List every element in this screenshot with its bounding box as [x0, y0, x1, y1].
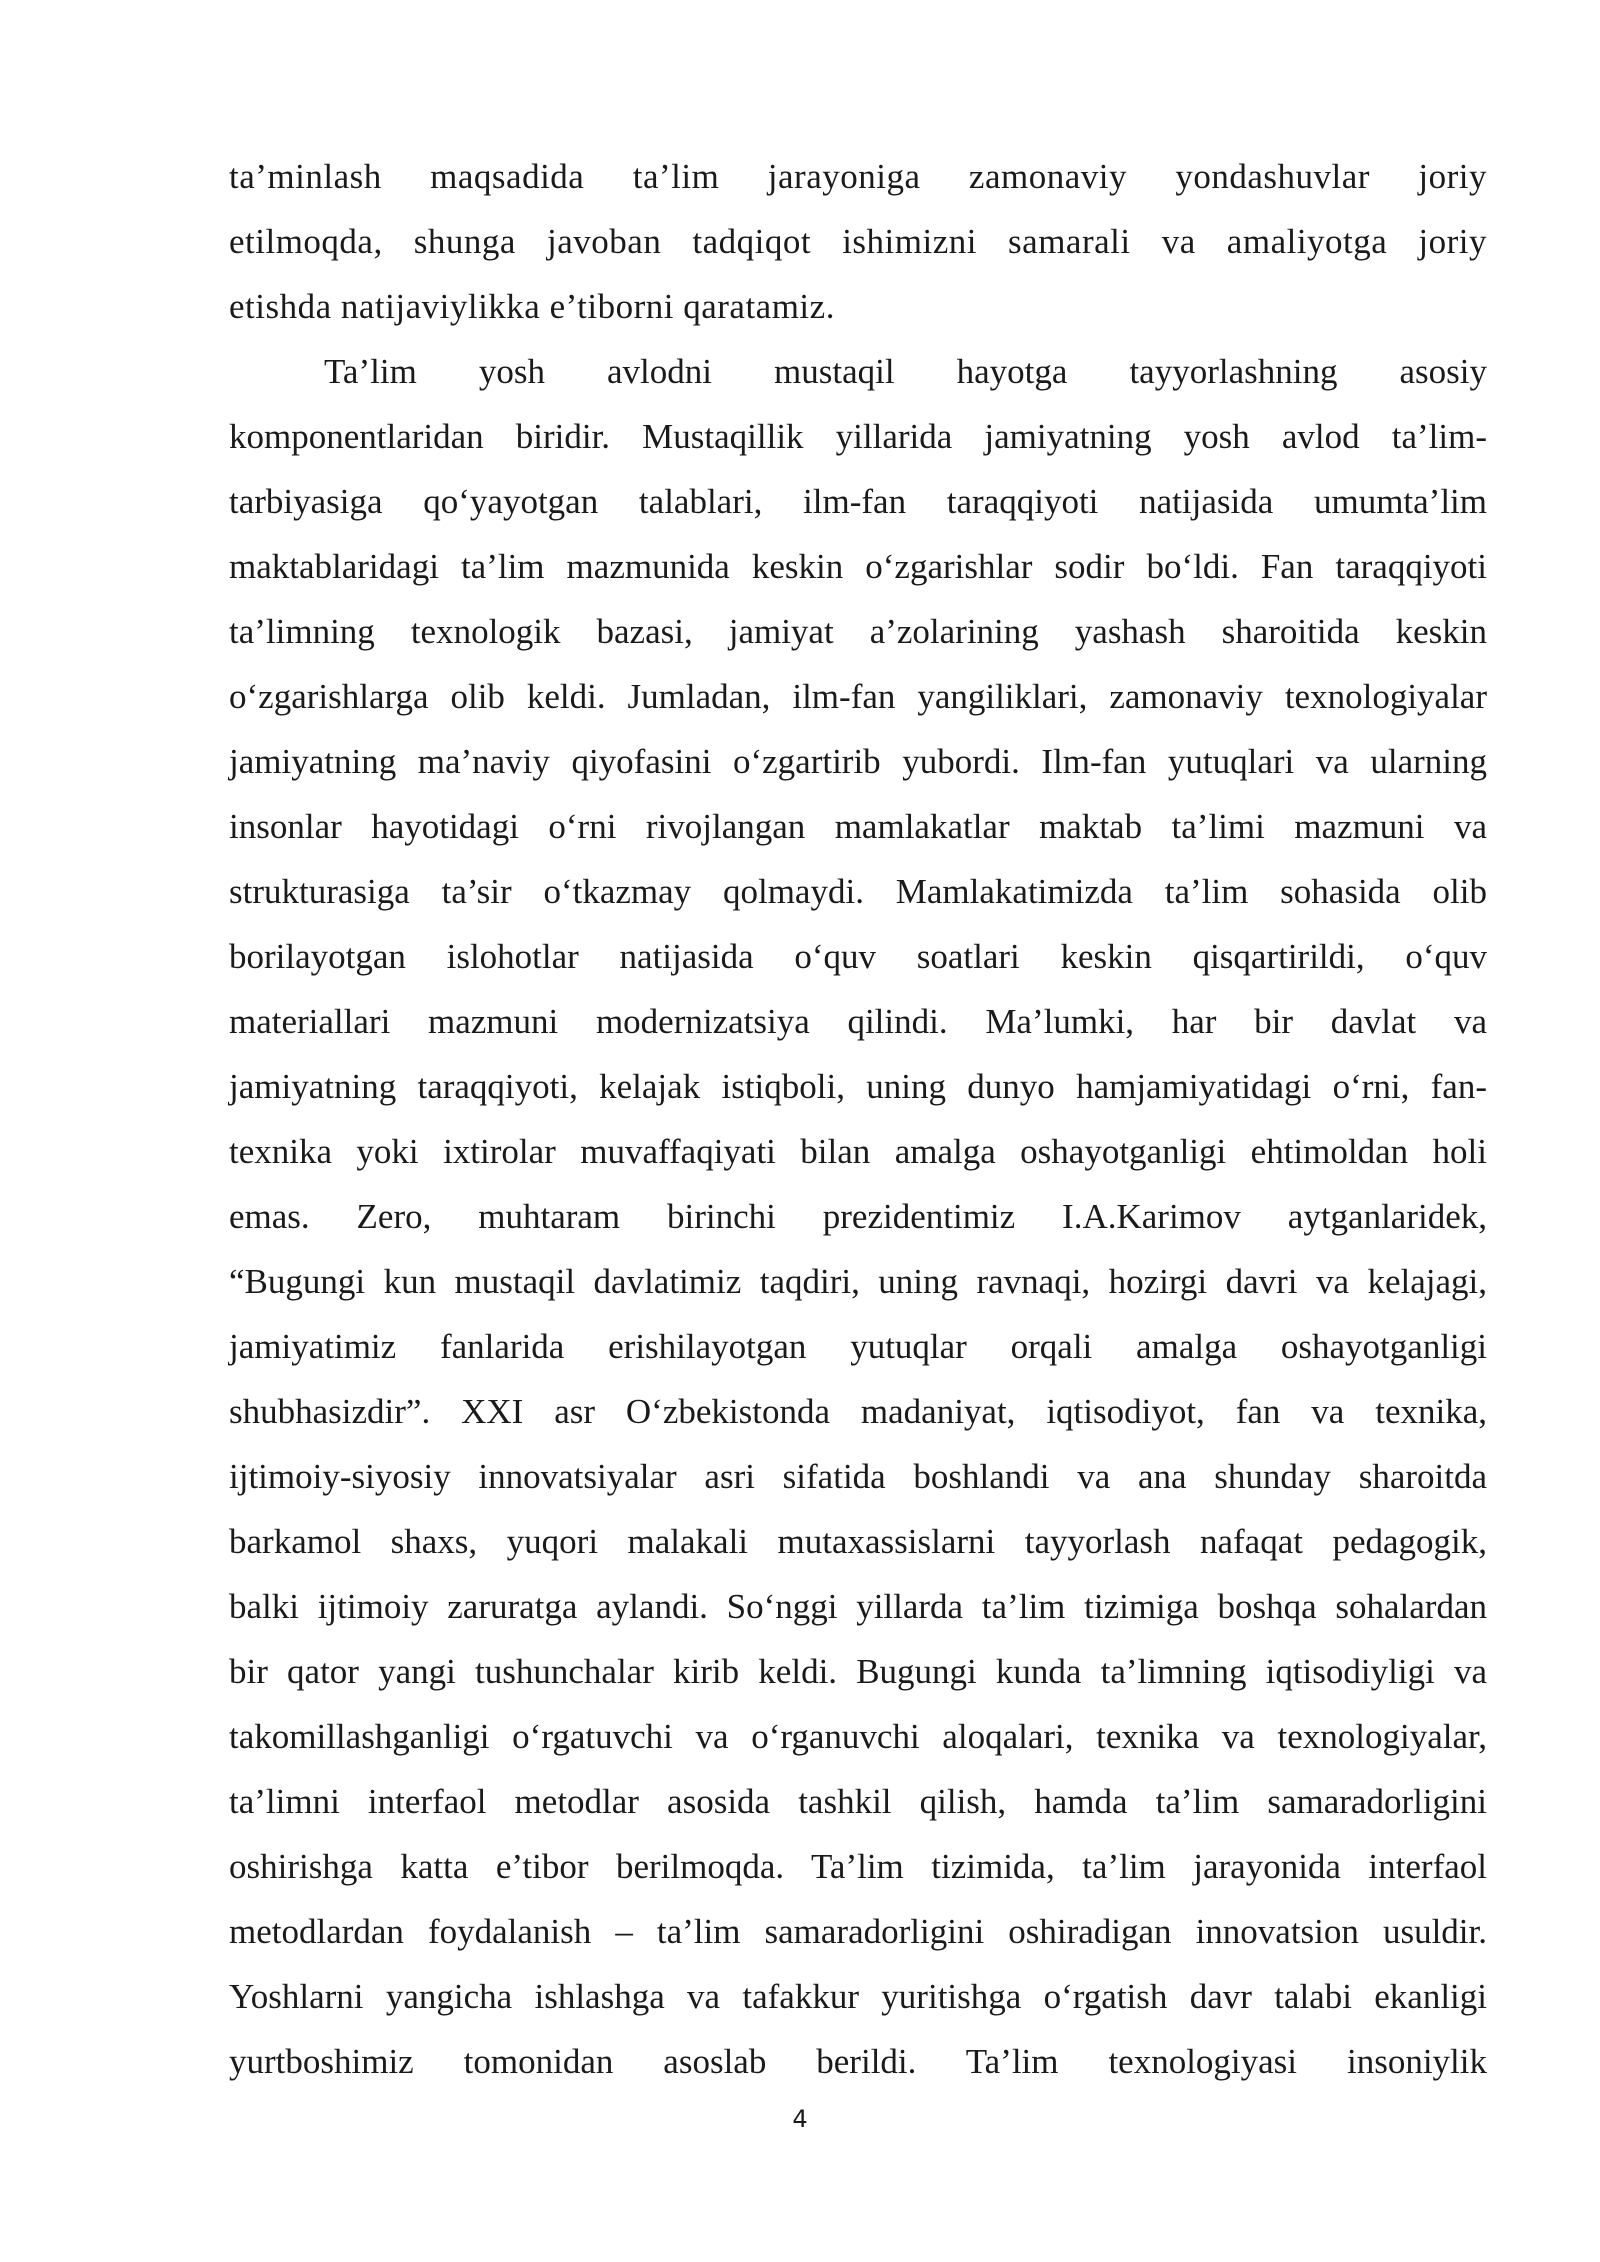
- text-line: strukturasiga ta’sir o‘tkazmay qolmaydi. Mamlakatimizda ta’lim sohasida olib: [229, 872, 1487, 911]
- text-line: ta’limni interfaol metodlar asosida tashkil qilish, hamda ta’lim samaradorligini: [229, 1782, 1487, 1821]
- text-line: komponentlaridan biridir. Mustaqillik yillarida jamiyatning yosh avlod ta’lim-: [229, 417, 1487, 456]
- text-line: o‘zgarishlarga olib keldi. Jumladan, ilm-fan yangiliklari, zamonaviy texnologiyalar: [229, 677, 1487, 716]
- page-number: 4: [792, 2105, 808, 2133]
- text-line: Ta’lim yosh avlodni mustaqil hayotga tayyorlashning asosiy: [324, 352, 1487, 391]
- text-line: maktablaridagi ta’lim mazmunida keskin o‘zgarishlar sodir bo‘ldi. Fan taraqqiyoti: [229, 547, 1487, 586]
- text-line: yurtboshimiz tomonidan asoslab berildi. Ta’lim texnologiyasi insoniylik: [229, 2042, 1487, 2081]
- text-line: balki ijtimoiy zaruratga aylandi. So‘nggi yillarda ta’lim tizimiga boshqa sohalardan: [229, 1587, 1487, 1626]
- text-line: etilmoqda, shunga javoban tadqiqot ishimizni samarali va amaliyotga joriy: [229, 222, 1487, 261]
- text-line: shubhasizdir”. XXI asr O‘zbekistonda madaniyat, iqtisodiyot, fan va texnika,: [229, 1392, 1487, 1431]
- paragraph-1: [229, 150, 1487, 345]
- text-line: tarbiyasiga qo‘yayotgan talablari, ilm-fan taraqqiyoti natijasida umumta’lim: [229, 482, 1487, 521]
- text-line: “Bugungi kun mustaqil davlatimiz taqdiri, uning ravnaqi, hozirgi davri va kelajagi,: [229, 1262, 1487, 1301]
- text-line: materiallari mazmuni modernizatsiya qilindi. Ma’lumki, har bir davlat va: [229, 1002, 1487, 1041]
- text-line: jamiyatimiz fanlarida erishilayotgan yutuqlar orqali amalga oshayotganligi: [229, 1327, 1487, 1366]
- text-line: etishda natijaviylikka e’tiborni qaratamiz.: [229, 287, 835, 326]
- text-line: texnika yoki ixtirolar muvaffaqiyati bilan amalga oshayotganligi ehtimoldan holi: [229, 1132, 1487, 1171]
- text-line: Yoshlarni yangicha ishlashga va tafakkur yuritishga o‘rgatish davr talabi ekanligi: [229, 1977, 1487, 2016]
- text-line: oshirishga katta e’tibor berilmoqda. Ta’lim tizimida, ta’lim jarayonida interfaol: [229, 1847, 1487, 1886]
- body-text: [229, 150, 1487, 2100]
- text-line: insonlar hayotidagi o‘rni rivojlangan mamlakatlar maktab ta’limi mazmuni va: [229, 807, 1487, 846]
- text-line: borilayotgan islohotlar natijasida o‘quv soatlari keskin qisqartirildi, o‘quv: [229, 937, 1487, 976]
- text-line: takomillashganligi o‘rgatuvchi va o‘rganuvchi aloqalari, texnika va texnologiyalar,: [229, 1717, 1487, 1756]
- text-line: metodlardan foydalanish – ta’lim samaradorligini oshiradigan innovatsion usuldir.: [229, 1912, 1487, 1951]
- text-line: ijtimoiy-siyosiy innovatsiyalar asri sifatida boshlandi va ana shunday sharoitda: [229, 1457, 1487, 1496]
- text-line: emas. Zero, muhtaram birinchi prezidentimiz I.A.Karimov aytganlaridek,: [229, 1197, 1487, 1236]
- text-line: ta’limning texnologik bazasi, jamiyat a’zolarining yashash sharoitida keskin: [229, 612, 1487, 651]
- text-line: jamiyatning taraqqiyoti, kelajak istiqboli, uning dunyo hamjamiyatidagi o‘rni, fan-: [229, 1067, 1487, 1106]
- text-line: bir qator yangi tushunchalar kirib keldi. Bugungi kunda ta’limning iqtisodiyligi va: [229, 1652, 1487, 1691]
- text-line: barkamol shaxs, yuqori malakali mutaxassislarni tayyorlash nafaqat pedagogik,: [229, 1522, 1487, 1561]
- paragraph-2: [229, 345, 1487, 2100]
- text-line: jamiyatning ma’naviy qiyofasini o‘zgartirib yubordi. Ilm-fan yutuqlari va ularning: [229, 742, 1487, 781]
- text-line: ta’minlash maqsadida ta’lim jarayoniga zamonaviy yondashuvlar joriy: [229, 157, 1487, 196]
